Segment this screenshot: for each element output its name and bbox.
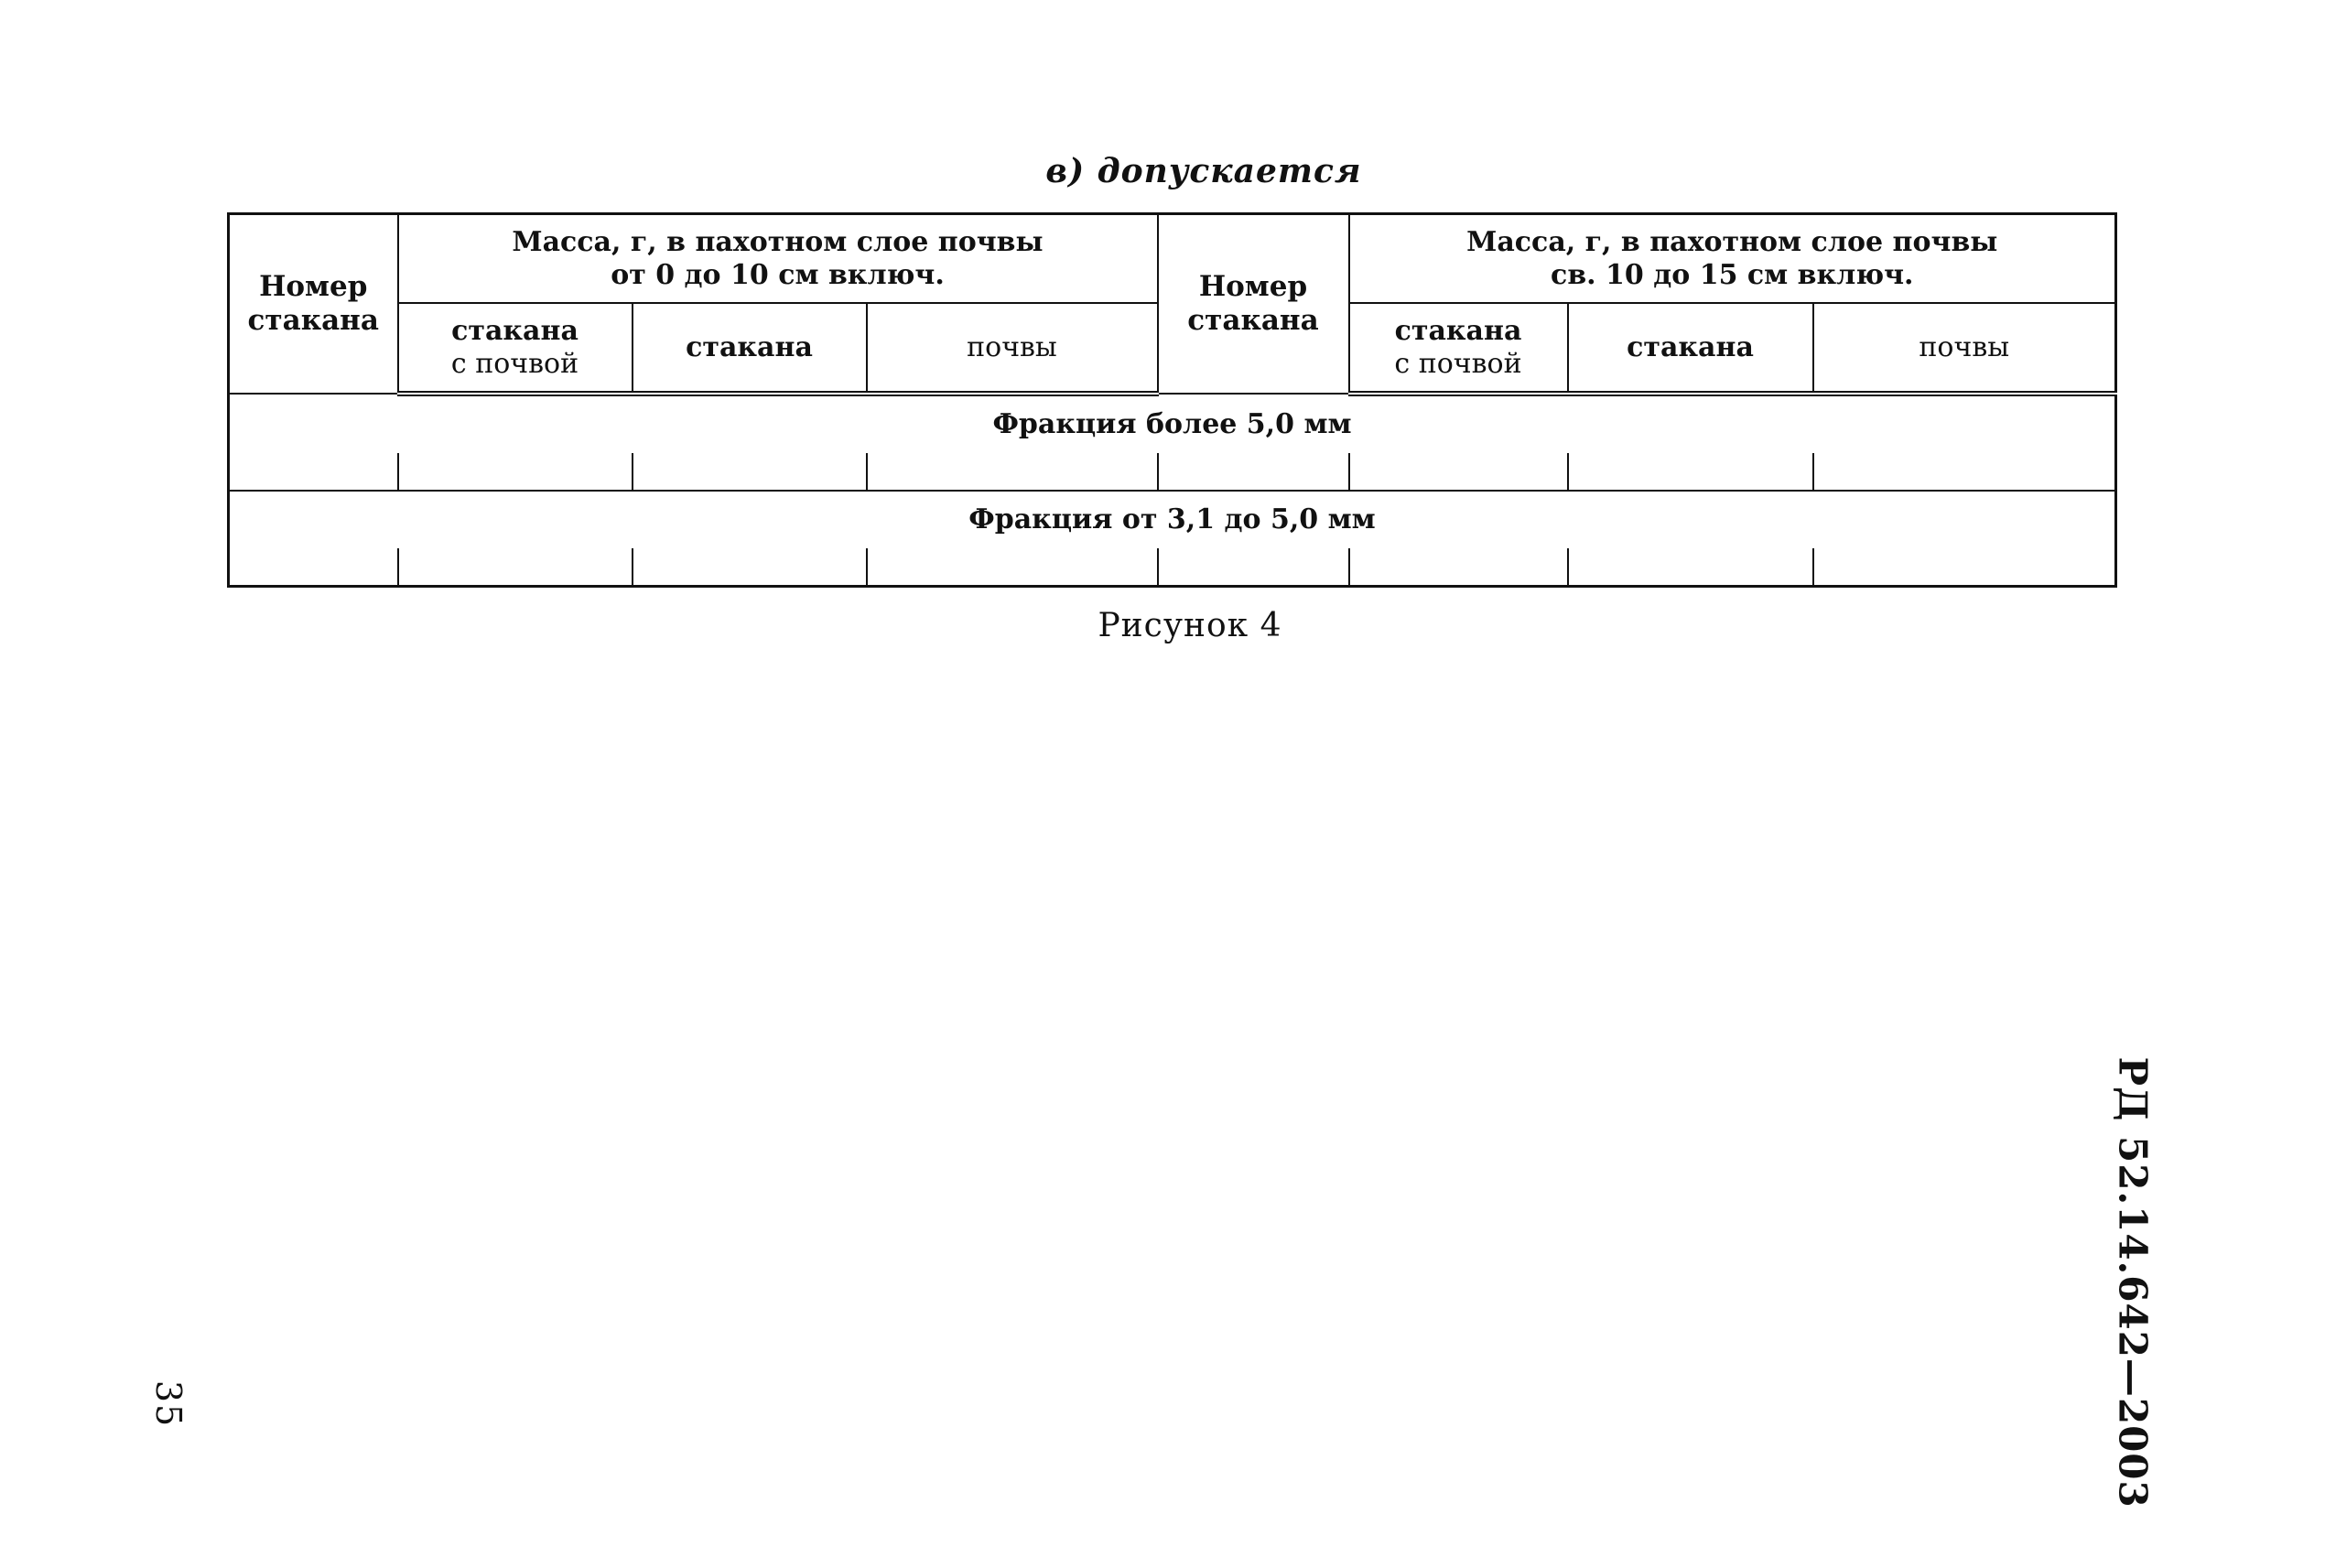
table-variant-caption: в) допускается	[1045, 152, 1362, 190]
table-cell	[1568, 548, 1813, 587]
figure-caption: Рисунок 4	[1098, 607, 1282, 644]
section-fraction-over-5mm: Фракция более 5,0 мм	[229, 394, 2116, 453]
table-cell	[398, 453, 633, 491]
subheader-cup-with-soil-left: стакана с почвой	[398, 303, 633, 394]
header-mass-0-10cm: Масса, г, в пахотном слое почвы от 0 до 10 см включ.	[398, 214, 1158, 304]
table-cell	[1568, 453, 1813, 491]
table-cell	[1158, 453, 1349, 491]
table-cell	[1813, 453, 2116, 491]
table-cell	[1349, 548, 1568, 587]
table-cell	[229, 453, 398, 491]
table-cell	[1813, 548, 2116, 587]
table-row	[229, 453, 2116, 491]
section-fraction-3-1-to-5mm: Фракция от 3,1 до 5,0 мм	[229, 491, 2116, 548]
subheader-cup-with-soil-right: стакана с почвой	[1349, 303, 1568, 394]
subheader-soil-left: почвы	[867, 303, 1158, 394]
table-cell	[229, 548, 398, 587]
header-cup-number-left: Номер стакана	[229, 214, 398, 395]
table-row	[229, 548, 2116, 587]
subheader-cup-right: стакана	[1568, 303, 1813, 394]
page-number: 35	[148, 1379, 189, 1429]
header-cup-number-right: Номер стакана	[1158, 214, 1349, 395]
table-cell	[1349, 453, 1568, 491]
table-cell	[867, 453, 1158, 491]
document-code: РД 52.14.642—2003	[2110, 1056, 2156, 1509]
table-cell	[398, 548, 633, 587]
mass-record-table	[227, 212, 2117, 588]
table-cell	[633, 453, 867, 491]
subheader-cup-left: стакана	[633, 303, 867, 394]
table-cell	[633, 548, 867, 587]
subheader-soil-right: почвы	[1813, 303, 2116, 394]
table-cell	[1158, 548, 1349, 587]
header-mass-10-15cm: Масса, г, в пахотном слое почвы св. 10 до 15 см включ.	[1349, 214, 2116, 304]
table-cell	[867, 548, 1158, 587]
